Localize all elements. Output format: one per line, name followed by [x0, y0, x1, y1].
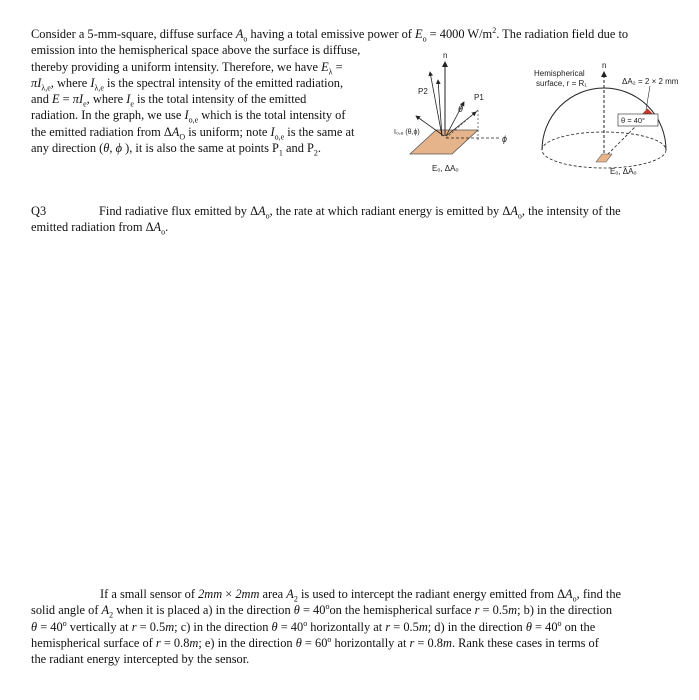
question-number: Q3 — [31, 204, 47, 218]
emitting-surface-right — [596, 154, 612, 162]
normal-label-right: n — [602, 61, 607, 70]
intro-line-1: Consider a 5-mm-square, diffuse surface $A_o$ having a total emissive power of $E_o = 4000$ $W/m^2$. The radiation field due to — [31, 25, 629, 44]
surface-label-right: Eₒ, ΔAₒ — [610, 167, 637, 176]
normal-label: n — [443, 51, 448, 60]
ray-1 — [430, 72, 442, 136]
intensity-label: I₀,ₑ (θ,ϕ) — [394, 129, 420, 136]
sensor-line-1: If a small sensor of 2mm × 2mm area $A_2$ is used to intercept the radiant energy emitted from $\Delta A_o$, find the — [100, 587, 622, 604]
theta-label: θ — [458, 104, 463, 114]
question-q3: Q3 Find radiative flux emitted by $\Delta A_o$, the rate at which radiant energy is emitted by $\Delta A_o$, the intensity of the emitted radiation from $\Delta A_o$. — [31, 204, 621, 237]
sensor-line-2: solid angle of $A_2$ when it is placed a) in the direction $\theta = 40^oon$ the hemispherical surface r = 0.5m; b) in the direction — [31, 602, 613, 620]
intro-line-4: $\pi I_{\lambda,e}$, where $I_{\lambda,e}$ is the spectral intensity of the emitted radiation, — [31, 75, 344, 93]
intro-line-8: any direction (θ, ϕ ), it is also the same at points $P_1$ and $P_2$. — [31, 141, 322, 158]
ray-2 — [438, 80, 442, 136]
sensor-label: ΔA₂ = 2 × 2 mm — [622, 77, 679, 86]
p1-label: P1 — [474, 93, 484, 102]
phi-label: ϕ — [502, 134, 508, 144]
emitting-surface — [410, 130, 478, 154]
p2-label: P2 — [418, 87, 428, 96]
sensor-line-3: $\theta = 40^o$ vertically at r = 0.5m; c) in the direction $\theta = 40^o$ horizontally at r = 0.5m; d) in the direction $\theta = 40^o$ on the — [31, 618, 596, 634]
intro-line-6: radiation. In the graph, we use $I_{o,e}$ which is the total intensity of — [31, 108, 346, 125]
hemi-label-2: surface, r = R₁ — [536, 79, 587, 88]
sensor-line-5: the radiant energy intercepted by the sensor. — [31, 652, 250, 667]
intro-line-3: thereby providing a uniform intensity. Therefore, we have $E_\lambda$ = — [31, 59, 343, 77]
sensor-line-4: hemispherical surface of r = 0.8m; e) in the direction $\theta = 60^o$ horizontally at r = 0.8m. Rank these cases in terms of — [31, 634, 599, 650]
sensor-question — [31, 586, 681, 667]
intro-line-5: and $E = \pi I_e$, where $I_e$ is the total intensity of the emitted — [31, 92, 307, 109]
intro-line-7: the emitted radiation from $\Delta A_O$ is uniform; note $I_{o,e}$ is the same at — [31, 124, 355, 142]
emission-diagram — [392, 50, 522, 185]
surface-label: Eₒ, ΔAₒ — [432, 164, 459, 173]
hemisphere-diagram — [528, 58, 688, 188]
angle-label: θ = 40° — [621, 116, 646, 125]
intro-line-2: emission into the hemispherical space above the surface is diffuse, — [31, 43, 361, 58]
hemi-label-1: Hemispherical — [534, 69, 585, 78]
